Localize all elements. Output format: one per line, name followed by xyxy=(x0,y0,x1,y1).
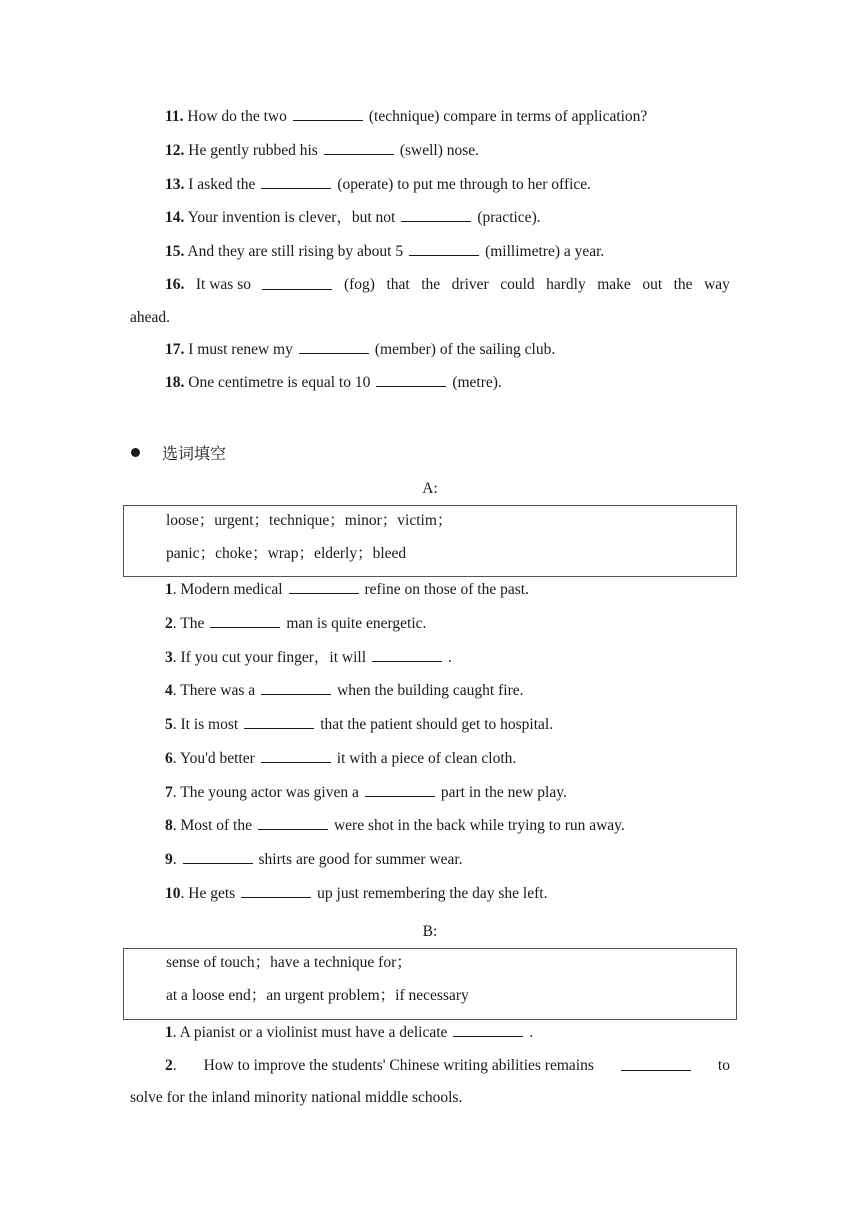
question-text-pre: One centimetre is equal to 10 xyxy=(188,374,371,391)
question-a-5: 5. It is most that the patient should get to hospital. xyxy=(165,716,554,733)
question-text-post: when the building caught fire. xyxy=(337,682,524,699)
question-a-8: 8. Most of the were shot in the back while trying to run away. xyxy=(165,817,625,834)
answer-blank[interactable] xyxy=(183,849,253,864)
answer-blank[interactable] xyxy=(241,883,311,898)
question-word: driver xyxy=(451,276,489,293)
question-number: 11 xyxy=(165,108,180,125)
question-text-post: (member) of the sailing club. xyxy=(374,341,556,358)
answer-blank[interactable] xyxy=(372,647,442,662)
word-bank-a xyxy=(123,505,737,577)
question-a-3: 3. If you cut your finger，it will . xyxy=(165,649,452,666)
question-a-4: 4. There was a when the building caught fire. xyxy=(165,682,524,699)
question-a-7: 7. The young actor was given a part in the new play. xyxy=(165,784,567,801)
answer-blank[interactable] xyxy=(453,1022,523,1037)
question-number: 17 xyxy=(165,341,181,358)
question-number: 7 xyxy=(165,784,173,801)
answer-blank[interactable] xyxy=(262,275,332,290)
answer-blank[interactable] xyxy=(261,174,331,189)
question-word: that xyxy=(386,276,410,293)
box-a-label: A: xyxy=(422,480,438,497)
question-text-post: it with a piece of clean cloth. xyxy=(336,750,517,767)
word-bank-a-line-2: panic；choke；wrap；elderly；bleed xyxy=(166,545,407,562)
question-text-pre: There was a xyxy=(180,682,256,699)
question-text-post: to xyxy=(717,1057,730,1074)
question-text-post: man is quite energetic. xyxy=(286,615,427,632)
question-11: 11. How do the two (technique) compare in terms of application? xyxy=(165,108,648,125)
question-text-pre: You'd better xyxy=(179,750,255,767)
question-text-post: (swell) nose. xyxy=(399,142,480,159)
question-word: could xyxy=(500,276,535,293)
question-a-2: 2. The man is quite energetic. xyxy=(165,615,427,632)
question-number: 14 xyxy=(165,209,181,226)
answer-blank[interactable] xyxy=(261,680,331,695)
question-text-post: part in the new play. xyxy=(440,784,567,801)
question-text-pre: The young actor was given a xyxy=(180,784,359,801)
question-text-pre: How do the two xyxy=(187,108,287,125)
question-b-2: 2. How to improve the students' Chinese writing abilities remains to xyxy=(165,1057,730,1074)
question-a-6: 6. You'd better it with a piece of clean cloth. xyxy=(165,750,517,767)
question-b-2-continuation: solve for the inland minority national middle schools. xyxy=(130,1089,463,1106)
question-text-pre: A pianist or a violinist must have a delicate xyxy=(179,1024,448,1041)
word-bank-a-line-1: loose；urgent；technique；minor；victim； xyxy=(166,512,453,529)
question-text-post: (operate) to put me through to her office. xyxy=(337,176,592,193)
question-12: 12. He gently rubbed his (swell) nose. xyxy=(165,142,480,159)
question-number: 8 xyxy=(165,817,173,834)
question-text-pre: And they are still rising by about 5 xyxy=(187,243,404,260)
question-17: 17. I must renew my (member) of the sailing club. xyxy=(165,341,556,358)
question-text-pre: It was so xyxy=(195,276,251,293)
question-number: 1 xyxy=(165,581,173,598)
answer-blank[interactable] xyxy=(324,140,394,155)
word-bank-b xyxy=(123,948,737,1020)
question-word: out xyxy=(642,276,663,293)
question-text-post: . xyxy=(448,649,452,666)
question-text-pre: I must renew my xyxy=(188,341,293,358)
question-number: 15 xyxy=(165,243,181,260)
question-text-post: that the patient should get to hospital. xyxy=(320,716,554,733)
answer-blank[interactable] xyxy=(258,815,328,830)
question-a-10: 10. He gets up just remembering the day she left. xyxy=(165,885,548,902)
question-number: 3 xyxy=(165,649,173,666)
question-text-post: shirts are good for summer wear. xyxy=(258,851,463,868)
answer-blank[interactable] xyxy=(401,207,471,222)
question-word: hardly xyxy=(546,276,586,293)
question-number: 13 xyxy=(165,176,181,193)
question-number: 2 xyxy=(165,1057,173,1074)
question-text-post: (technique) compare in terms of application? xyxy=(368,108,648,125)
question-text-pre: Your invention is clever，but not xyxy=(187,209,396,226)
question-number: 1 xyxy=(165,1024,173,1041)
question-text-pre: Most of the xyxy=(180,817,252,834)
question-18: 18. One centimetre is equal to 10 (metre). xyxy=(165,374,502,391)
answer-blank[interactable] xyxy=(261,748,331,763)
question-text-post: (practice). xyxy=(477,209,541,226)
answer-blank[interactable] xyxy=(299,339,369,354)
question-word: the xyxy=(673,276,693,293)
question-number: 4 xyxy=(165,682,173,699)
question-14: 14. Your invention is clever，but not (practice). xyxy=(165,209,541,226)
question-text-pre: I asked the xyxy=(188,176,256,193)
question-text-post: refine on those of the past. xyxy=(364,581,529,598)
question-13: 13. I asked the (operate) to put me through to her office. xyxy=(165,176,592,193)
question-15: 15. And they are still rising by about 5 (millimetre) a year. xyxy=(165,243,605,260)
question-text-pre: The xyxy=(180,615,205,632)
question-text-pre: He gently rubbed his xyxy=(188,142,318,159)
question-b-1: 1. A pianist or a violinist must have a delicate . xyxy=(165,1024,534,1041)
answer-blank[interactable] xyxy=(621,1056,691,1071)
question-number: 16 xyxy=(165,276,181,293)
answer-blank[interactable] xyxy=(244,714,314,729)
question-text-post: . xyxy=(529,1024,534,1041)
question-number: 2 xyxy=(165,615,173,632)
question-word: make xyxy=(597,276,631,293)
question-number: 6 xyxy=(165,750,173,767)
question-text-pre: Modern medical xyxy=(180,581,283,598)
section-title: 选词填空 xyxy=(162,444,227,463)
question-text-pre: If you cut your finger，it will xyxy=(180,649,367,666)
question-text-post: up just remembering the day she left. xyxy=(317,885,548,902)
word-bank-b-line-2: at a loose end；an urgent problem；if necessary xyxy=(166,987,469,1004)
question-text-post: were shot in the back while trying to run away. xyxy=(333,817,625,834)
answer-blank[interactable] xyxy=(365,782,435,797)
question-word: way xyxy=(704,276,730,293)
box-b-label: B: xyxy=(422,923,438,940)
answer-blank[interactable] xyxy=(409,241,479,256)
question-text-pre: He gets xyxy=(188,885,236,902)
answer-blank[interactable] xyxy=(293,106,363,121)
question-text-post: (millimetre) a year. xyxy=(485,243,605,260)
question-16-continuation: ahead. xyxy=(130,309,171,326)
word-bank-b-line-1: sense of touch；have a technique for； xyxy=(166,954,412,971)
question-word: (fog) xyxy=(343,276,375,293)
question-a-9: 9. shirts are good for summer wear. xyxy=(165,851,463,868)
question-number: 5 xyxy=(165,716,173,733)
question-16: 16. It was so (fog) that the driver could hardly make out the way xyxy=(165,276,730,293)
answer-blank[interactable] xyxy=(376,372,446,387)
question-number: 12 xyxy=(165,142,181,159)
answer-blank[interactable] xyxy=(289,579,359,594)
question-a-1: 1. Modern medical refine on those of the past. xyxy=(165,581,529,598)
question-number: 18 xyxy=(165,374,181,391)
bullet-icon xyxy=(131,448,140,457)
question-text-pre: It is most xyxy=(180,716,239,733)
question-number: 9 xyxy=(165,851,173,868)
question-number: 10 xyxy=(165,885,181,902)
question-word: the xyxy=(421,276,441,293)
question-text-post: (metre). xyxy=(452,374,502,391)
answer-blank[interactable] xyxy=(210,613,280,628)
question-text-pre: How to improve the students' Chinese writing abilities remains xyxy=(203,1057,594,1074)
